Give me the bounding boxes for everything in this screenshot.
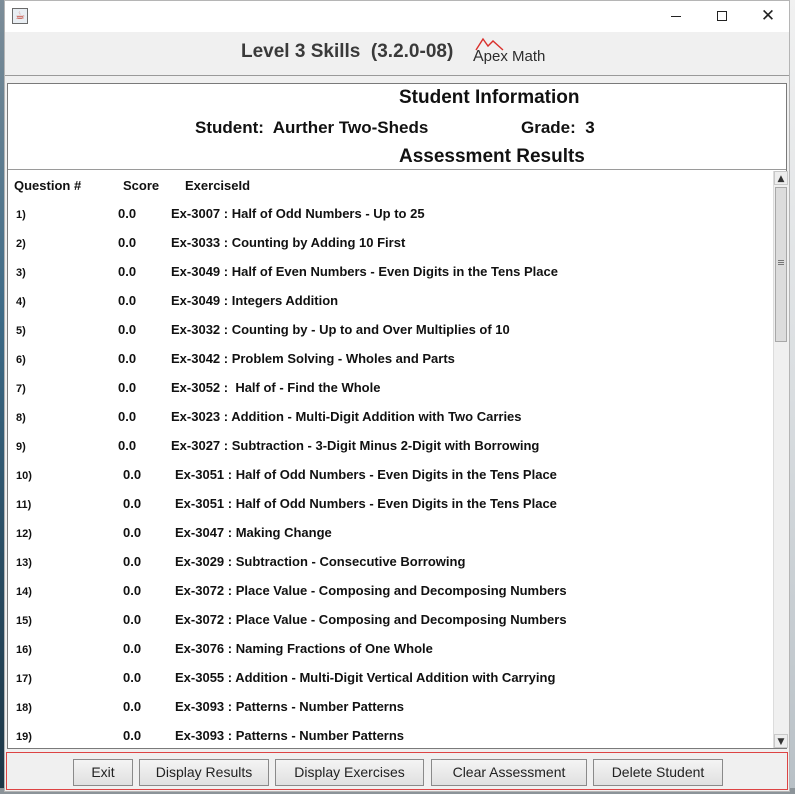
question-number: 4) bbox=[16, 296, 26, 308]
table-row[interactable] bbox=[8, 287, 773, 316]
grade-value: 3 bbox=[585, 118, 595, 137]
score-value: 0.0 bbox=[123, 554, 142, 569]
exercise-id: Ex-3023 : Addition - Multi-Digit Addition with Two Carries bbox=[171, 409, 522, 424]
table-row[interactable] bbox=[8, 345, 773, 374]
question-number: 13) bbox=[16, 557, 32, 569]
exercise-id: Ex-3027 : Subtraction - 3-Digit Minus 2-Digit with Borrowing bbox=[171, 438, 540, 453]
table-row[interactable] bbox=[8, 519, 773, 548]
scrollbar-grip-icon bbox=[778, 260, 784, 265]
exercise-id: Ex-3047 : Making Change bbox=[175, 525, 332, 540]
delete-student-button[interactable]: Delete Student bbox=[593, 759, 723, 786]
student-info-section bbox=[8, 84, 786, 170]
exercise-id: Ex-3072 : Place Value - Composing and Decomposing Numbers bbox=[175, 612, 567, 627]
table-row[interactable] bbox=[8, 432, 773, 461]
clear-assessment-button[interactable]: Clear Assessment bbox=[431, 759, 587, 786]
exercise-id: Ex-3051 : Half of Odd Numbers - Even Digits in the Tens Place bbox=[175, 496, 557, 511]
score-value: 0.0 bbox=[118, 293, 137, 308]
column-header-question: Question # bbox=[14, 178, 82, 193]
close-icon: ✕ bbox=[760, 6, 776, 26]
display-results-button[interactable]: Display Results bbox=[139, 759, 269, 786]
score-value: 0.0 bbox=[118, 206, 137, 221]
exercise-id: Ex-3029 : Subtraction - Consecutive Borrowing bbox=[175, 554, 466, 569]
score-value: 0.0 bbox=[123, 467, 142, 482]
score-value: 0.0 bbox=[123, 728, 142, 743]
student-label: Student: bbox=[195, 118, 264, 137]
minimize-icon bbox=[671, 16, 681, 17]
results-list[interactable] bbox=[8, 171, 773, 748]
exercise-id: Ex-3049 : Half of Even Numbers - Even Digits in the Tens Place bbox=[171, 264, 558, 279]
question-number: 14) bbox=[16, 586, 32, 598]
question-number: 8) bbox=[16, 412, 26, 424]
table-row[interactable] bbox=[8, 374, 773, 403]
table-row[interactable] bbox=[8, 606, 773, 635]
question-number: 18) bbox=[16, 702, 32, 714]
score-value: 0.0 bbox=[123, 670, 142, 685]
table-row[interactable] bbox=[8, 200, 773, 229]
table-row[interactable] bbox=[8, 403, 773, 432]
table-row[interactable] bbox=[8, 635, 773, 664]
assessment-results-heading: Assessment Results bbox=[399, 146, 585, 167]
score-value: 0.0 bbox=[123, 641, 142, 656]
minimize-button[interactable] bbox=[653, 1, 699, 32]
table-row[interactable] bbox=[8, 548, 773, 577]
question-number: 10) bbox=[16, 470, 32, 482]
table-row[interactable] bbox=[8, 490, 773, 519]
score-value: 0.0 bbox=[118, 235, 137, 250]
question-number: 6) bbox=[16, 354, 26, 366]
score-value: 0.0 bbox=[123, 612, 142, 627]
scroll-down-button[interactable]: ▼ bbox=[774, 734, 788, 748]
question-number: 17) bbox=[16, 673, 32, 685]
title-bar[interactable] bbox=[5, 1, 789, 32]
exercise-id: Ex-3049 : Integers Addition bbox=[171, 293, 339, 308]
question-number: 15) bbox=[16, 615, 32, 627]
table-row[interactable] bbox=[8, 693, 773, 722]
score-value: 0.0 bbox=[123, 525, 142, 540]
question-number: 1) bbox=[16, 209, 26, 221]
score-value: 0.0 bbox=[118, 438, 137, 453]
question-number: 16) bbox=[16, 644, 32, 656]
question-number: 9) bbox=[16, 441, 26, 453]
exercise-id: Ex-3093 : Patterns - Number Patterns bbox=[175, 699, 405, 714]
exercise-id: Ex-3093 : Patterns - Number Patterns bbox=[175, 728, 405, 743]
table-row[interactable] bbox=[8, 722, 773, 748]
table-row[interactable] bbox=[8, 258, 773, 287]
content-panel bbox=[7, 83, 787, 749]
table-row[interactable] bbox=[8, 461, 773, 490]
table-row[interactable] bbox=[8, 577, 773, 606]
scrollbar-thumb[interactable] bbox=[775, 187, 787, 342]
score-value: 0.0 bbox=[118, 264, 137, 279]
exit-button[interactable]: Exit bbox=[73, 759, 133, 786]
logo-text bbox=[473, 48, 545, 66]
question-number: 19) bbox=[16, 731, 32, 743]
exercise-id: Ex-3051 : Half of Odd Numbers - Even Digits in the Tens Place bbox=[175, 467, 557, 482]
display-exercises-button[interactable]: Display Exercises bbox=[275, 759, 424, 786]
column-header-exercise-id: ExerciseId bbox=[185, 178, 251, 193]
maximize-button[interactable] bbox=[699, 1, 745, 32]
score-value: 0.0 bbox=[118, 409, 137, 424]
student-name: Aurther Two-Sheds bbox=[272, 118, 429, 137]
vertical-scrollbar[interactable] bbox=[773, 171, 788, 748]
student-info-heading: Student Information bbox=[399, 87, 580, 108]
exercise-id: Ex-3007 : Half of Odd Numbers - Up to 25 bbox=[171, 206, 425, 221]
app-window bbox=[4, 0, 790, 792]
exercise-id: Ex-3072 : Place Value - Composing and Decomposing Numbers bbox=[175, 583, 567, 598]
column-header-score: Score bbox=[123, 178, 160, 193]
exercise-id: Ex-3033 : Counting by Adding 10 First bbox=[171, 235, 406, 250]
exercise-id: Ex-3032 : Counting by - Up to and Over Multiplies of 10 bbox=[171, 322, 510, 337]
logo-first-letter: A bbox=[473, 48, 484, 65]
score-value: 0.0 bbox=[123, 496, 142, 511]
score-value: 0.0 bbox=[118, 380, 137, 395]
exercise-id: Ex-3055 : Addition - Multi-Digit Vertical Addition with Carrying bbox=[175, 670, 556, 685]
apex-math-logo bbox=[473, 37, 553, 69]
question-number: 12) bbox=[16, 528, 32, 540]
question-number: 11) bbox=[16, 499, 32, 511]
exercise-id: Ex-3042 : Problem Solving - Wholes and Parts bbox=[171, 351, 455, 366]
maximize-icon bbox=[717, 11, 727, 21]
app-title: Level 3 Skills (3.2.0-08) bbox=[241, 41, 454, 62]
question-number: 5) bbox=[16, 325, 26, 337]
table-row[interactable] bbox=[8, 229, 773, 258]
results-rows bbox=[8, 200, 773, 748]
score-value: 0.0 bbox=[118, 351, 137, 366]
close-button[interactable] bbox=[745, 1, 791, 32]
java-app-icon[interactable]: ☕ bbox=[12, 8, 28, 24]
score-value: 0.0 bbox=[123, 699, 142, 714]
grade-line bbox=[521, 118, 595, 138]
table-row[interactable] bbox=[8, 664, 773, 693]
student-line bbox=[195, 118, 428, 138]
score-value: 0.0 bbox=[118, 322, 137, 337]
button-bar bbox=[6, 752, 788, 790]
exercise-id: Ex-3076 : Naming Fractions of One Whole bbox=[175, 641, 433, 656]
logo-rest: pex Math bbox=[483, 48, 546, 65]
grade-label: Grade: bbox=[521, 118, 576, 137]
score-value: 0.0 bbox=[123, 583, 142, 598]
question-number: 2) bbox=[16, 238, 26, 250]
exercise-id: Ex-3052 : Half of - Find the Whole bbox=[171, 380, 381, 395]
table-row[interactable] bbox=[8, 316, 773, 345]
app-header bbox=[5, 32, 789, 76]
question-number: 7) bbox=[16, 383, 26, 395]
scroll-up-button[interactable]: ▲ bbox=[774, 171, 788, 185]
question-number: 3) bbox=[16, 267, 26, 279]
